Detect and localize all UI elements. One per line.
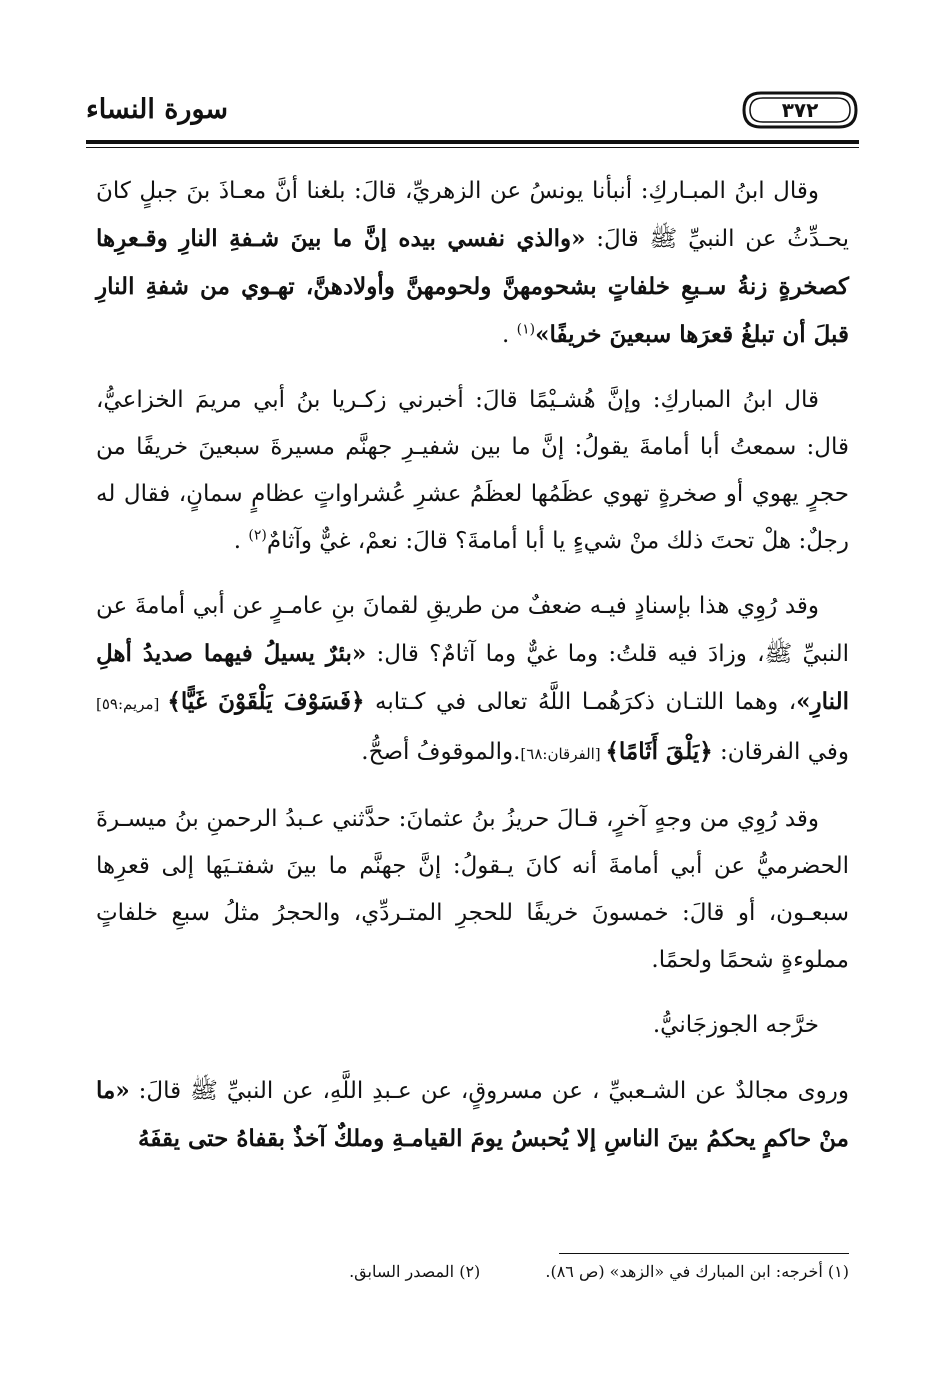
page-number: ٣٧٢: [781, 98, 819, 122]
paragraph-text: وروى مجالدٌ عن الشـعبيِّ ، عن مسروقٍ، عن عـبدِ اللَّهِ، عن النبيِّ ﷺ قالَ:: [129, 1078, 849, 1104]
paragraph: [96, 168, 849, 359]
quoted-text: «ما منْ حاكمٍ يحكمُ بينَ الناسِ إلا يُحبسُ يومَ القيامـةِ وملكٌ آخذٌ بقفاهُ حتى يقفَهُ: [96, 1077, 849, 1152]
paragraph-text: .: [502, 322, 517, 348]
page-header: [86, 90, 859, 144]
page-number-badge: [741, 90, 859, 130]
quoted-text: «بئرٌ يسيلُ فيهما صديدُ أهلِ النارِ»: [96, 640, 849, 715]
paragraph: [96, 1002, 849, 1049]
footnote-1: (١) أخرجه: ابن المبارك في «الزهد» (ص ٨٦).: [545, 1262, 849, 1281]
header-rule-thick: [86, 140, 859, 144]
paragraph-text: قال ابنُ المباركِ: وإنَّ هُشـيْمًا قالَ: أخبرني زكـريا بنُ أبي مريمَ الخزاعيُّ، قال: سمعتُ أبا أمامةَ يقولُ: إنَّ ما بين شفيـرِ جهنَّم مسيرةَ سبعينَ خريفًا من حجرٍ يهوي أو صخرةٍ تهوي عظَمُها لعظَمُ عشرِ عُشراواتٍ عظامٍ سمانٍ، فقال له رجلٌ: هلْ تحتَ ذلك منْ شيءٍ يا أبا أمامةَ؟ قالَ: نعمْ، غيٌّ وآثامٌ: [96, 387, 849, 554]
paragraph: [96, 377, 849, 565]
paragraph-text: وقد رُوِي هذا بإسنادٍ فيـه ضعفٌ من طريقِ لقمانَ بنِ عامـرٍ عن أبي أمامةَ عن النبيِّ ﷺ، وزادَ فيه قلتُ: وما غيٌّ وما آثامٌ؟ قال:: [96, 593, 849, 667]
footnote-separator: [559, 1253, 849, 1254]
footnotes: [96, 1262, 849, 1281]
paragraph-text: .: [233, 528, 249, 554]
footnote-2: (٢) المصدر السابق.: [349, 1262, 481, 1281]
surah-title: سورة النساء: [86, 94, 229, 125]
paragraph-text: وقال ابنُ المبـاركِ: أنبأنا يونسُ عن الزهريِّ، قالَ: بلغنا أنَّ معـاذَ بنَ جبلٍ كانَ يحـدِّثُ عن النبيِّ ﷺ قالَ:: [96, 178, 849, 252]
paragraph-text: ، وهما اللتـان ذكرَهُمـا اللَّهُ تعالى في كـتابه: [364, 689, 797, 715]
footnote-ref: (٢): [248, 527, 267, 544]
paragraph-text: وقد رُوِي من وجهٍ آخرٍ، قـالَ حريزُ بنُ عثمانَ: حدَّثني عـبدُ الرحمنِ بنُ ميسـرةَ الحضرميُّ عن أبي أمامةَ أنه كانَ يـقولُ: إنَّ جهنَّم ما بينَ شفتـيَها إلى قعرِها سبعـون، أو قالَ: خمسونَ خريفًا للحجرِ المتـردِّي، والحجرُ مثلُ سبعِ خلفاتٍ مملوءةٍ شحمًا ولحمًا.: [96, 806, 849, 973]
header-rule-thin: [86, 147, 859, 148]
quoted-text: «والذي نفسي بيده إنَّ ما بينَ شـفةِ النارِ وقـعرِها كصخرةٍ زنةُ سـبعِ خلفاتٍ بشحومهنَّ ولحومهنَّ وأولادهنَّ، تهـوي من شفةِ النارِ قبلَ أن تبلغُ قعرَها سبعينَ خريفًا»: [96, 225, 849, 348]
paragraph: [96, 1067, 849, 1163]
verse-reference: [الفرقان:٦٨]: [520, 745, 606, 763]
verse-reference: [مريم:٥٩]: [96, 695, 168, 713]
paragraph: [96, 583, 849, 778]
quoted-text: ﴿فَسَوْفَ يَلْقَوْنَ غَيًّا﴾: [167, 688, 365, 715]
main-text: [96, 168, 849, 1181]
paragraph-text: وفي الفرقان:: [712, 739, 849, 765]
footnote-ref: (١): [516, 321, 536, 338]
quoted-text: ﴿يَلْقَ أَثَامًا﴾: [605, 738, 713, 765]
paragraph: [96, 796, 849, 984]
paragraph-text: .والموقوفُ أصحُّ.: [361, 739, 521, 765]
paragraph-text: خرَّجه الجوزجَانيُّ.: [652, 1012, 819, 1038]
